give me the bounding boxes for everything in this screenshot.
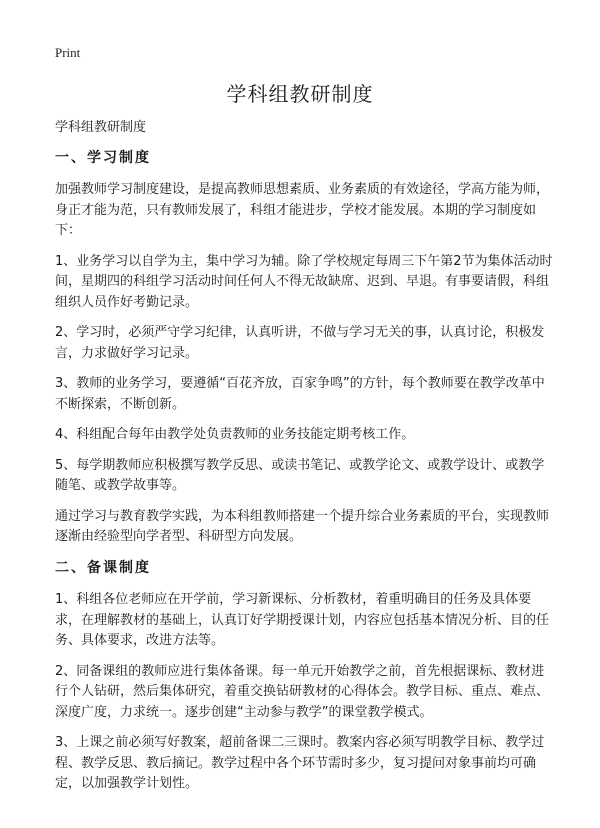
section-heading: 一、学习制度 xyxy=(55,149,151,166)
paragraph: 4、科组配合每年由教学处负责教师的业务技能定期考核工作。 xyxy=(55,427,415,442)
paragraph: 5、每学期教师应积极撰写教学反思、或读书笔记、或教学论文、或教学设计、或教学随笔、或教学故事等。 xyxy=(55,457,545,493)
paragraph: 1、科组各位老师应在开学前，学习新课标、分析教材，着重明确目的任务及具体要求，在理解教材的基础上，认真订好学期授课计划，内容应包括基本情况分析、目的任务、具体要求，改进方法等。 xyxy=(55,592,550,648)
section-study-system xyxy=(55,148,555,548)
print-link[interactable]: Print xyxy=(55,45,81,60)
paragraph: 2、同备课组的教师应进行集体备课。每一单元开始教学之前，首先根据课标、教材进行个人钻研，然后集体研究，着重交换钻研教材的心得体会。教学目标、重点、难点、深度广度，力求统一。逐步创建“主动参与教学”的课堂教学模式。 xyxy=(55,663,550,720)
document-subtitle: 学科组教研制度 xyxy=(55,120,147,135)
paragraph: 通过学习与教育教学实践，为本科组教师搭建一个提升综合业务素质的平台，实现教师逐渐由经验型向学者型、科研型方向发展。 xyxy=(55,508,550,544)
paragraph: 加强教师学习制度建设，是提高教师思想素质、业务素质的有效途径，学高方能为师，身正才能为范，只有教师发展了，科组才能进步，学校才能发展。本期的学习制度如下： xyxy=(55,182,550,238)
section-lesson-prep-system xyxy=(55,558,555,795)
paragraph: 3、上课之前必须写好教案，超前备课二三课时。教案内容必须写明教学目标、教学过程、教学反思、教后摘记。教学过程中各个环节需时多少，复习提问对象事前均可确定，以加强教学计划性。 xyxy=(55,735,545,791)
paragraph: 3、教师的业务学习，要遵循“百花齐放，百家争鸣”的方针，每个教师要在教学改革中不断探索，不断创新。 xyxy=(55,376,545,412)
paragraph: 1、业务学习以自学为主，集中学习为辅。除了学校规定每周三下午第2节为集体活动时间，星期四的科组学习活动时间任何人不得无故缺席、迟到、早退。有事要请假，科组组织人员作好考勤记录。 xyxy=(55,253,553,310)
document-body xyxy=(55,118,555,805)
document-title: 学科组教研制度 xyxy=(226,82,374,106)
paragraph: 2、学习时，必须严守学习纪律，认真听讲，不做与学习无关的事，认真讨论，积极发言，力求做好学习记录。 xyxy=(55,325,545,361)
section-heading: 二、备课制度 xyxy=(55,559,151,576)
